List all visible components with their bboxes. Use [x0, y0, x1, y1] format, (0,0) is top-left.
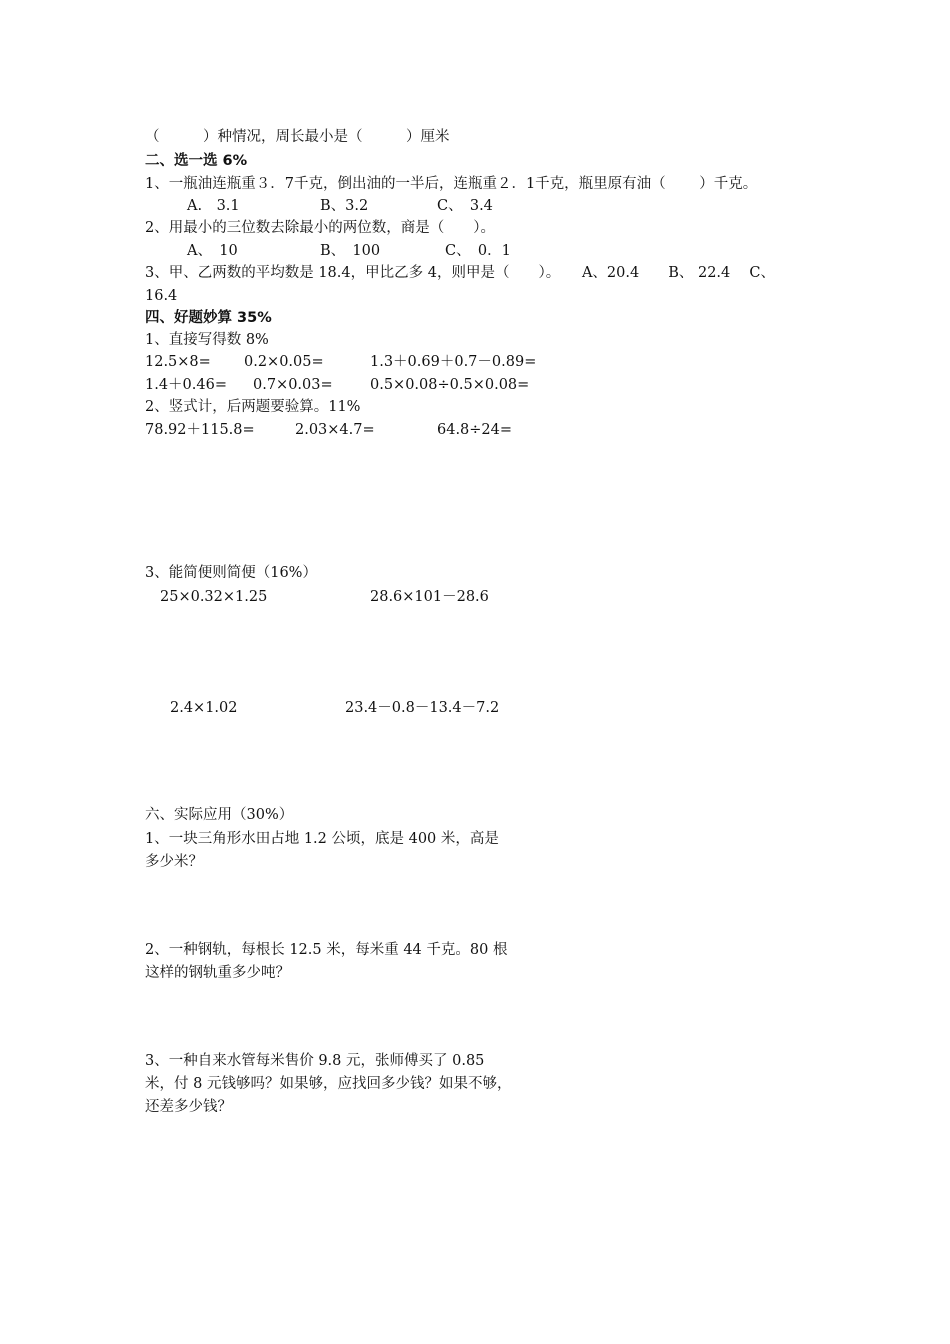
vertical-calc-item: 78.92＋115.8= [145, 422, 255, 438]
section-6-heading: 六、实际应用（30%） [145, 807, 294, 823]
calc-item: 0.5×0.08÷0.5×0.08= [370, 377, 530, 393]
q1-option-c: C、 3.4 [437, 198, 493, 214]
simplify-item: 2.4×1.02 [170, 700, 238, 716]
vertical-calc-item: 2.03×4.7= [295, 422, 375, 438]
application-1-line-1: 1、一块三角形水田占地 1.2 公顷，底是 400 米，高是 [145, 831, 499, 847]
application-3-line-2: 米，付 8 元钱够吗？如果够，应找回多少钱？如果不够， [145, 1076, 512, 1092]
q2-option-b: B、 100 [320, 243, 381, 259]
question-3-continued: 16.4 [145, 288, 178, 304]
section-4-part-2: 2、竖式计，后两题要验算。11% [145, 399, 361, 415]
section-2-heading: 二、选一选 6% [145, 153, 248, 169]
calc-item: 0.2×0.05= [244, 354, 324, 370]
q2-option-c: C、 0．1 [445, 243, 511, 259]
calc-item: 1.4＋0.46= [145, 377, 227, 393]
calc-item: 12.5×8= [145, 354, 211, 370]
application-3-line-3: 还差多少钱？ [145, 1099, 232, 1115]
section-4-part-1: 1、直接写得数 8% [145, 332, 269, 348]
question-3: 3、甲、乙两数的平均数是 18.4，甲比乙多 4，则甲是（ ）。 A、20.4 B、 22.4 C、 [145, 265, 775, 281]
application-1-line-2: 多少米？ [145, 854, 203, 870]
application-2-line-1: 2、一种钢轨，每根长 12.5 米，每米重 44 千克。80 根 [145, 942, 508, 958]
q1-option-b: B、3.2 [320, 198, 369, 214]
simplify-item: 28.6×101－28.6 [370, 589, 489, 605]
simplify-item: 25×0.32×1.25 [160, 589, 268, 605]
question-2: 2、用最小的三位数去除最小的两位数，商是（ ）。 [145, 220, 495, 236]
section-4-part-3: 3、能简便则简便（16%） [145, 565, 317, 581]
calc-item: 1.3＋0.69＋0.7－0.89= [370, 354, 537, 370]
vertical-calc-item: 64.8÷24= [437, 422, 513, 438]
q1-option-a: A. 3.1 [187, 198, 240, 214]
simplify-item: 23.4－0.8－13.4－7.2 [345, 700, 500, 716]
calc-item: 0.7×0.03= [253, 377, 333, 393]
section-4-heading: 四、好题妙算 35% [145, 310, 272, 326]
application-3-line-1: 3、一种自来水管每米售价 9.8 元，张师傅买了 0.85 [145, 1053, 485, 1069]
intro-line: （ ）种情况，周长最小是（ ）厘米 [145, 129, 450, 145]
q2-option-a: A、 10 [187, 243, 238, 259]
application-2-line-2: 这样的钢轨重多少吨？ [145, 965, 290, 981]
question-1: 1、一瓶油连瓶重３．7千克，倒出油的一半后，连瓶重２．1千克，瓶里原有油（ ）千克。 [145, 176, 758, 192]
